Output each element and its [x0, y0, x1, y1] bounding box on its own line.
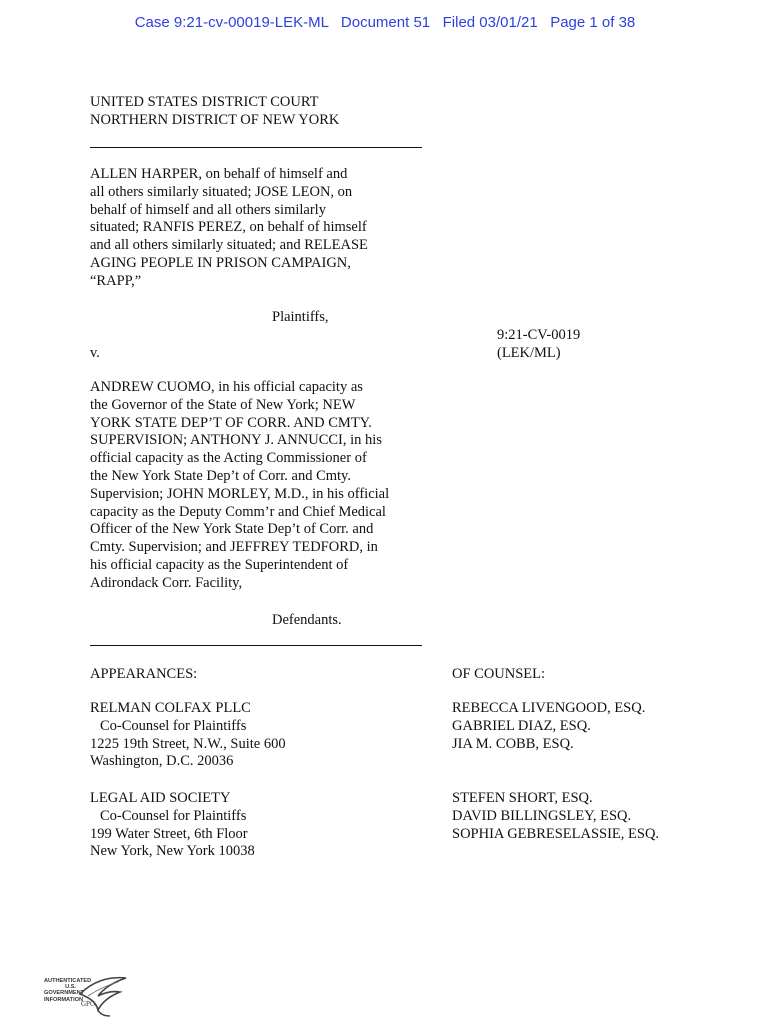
firm-address-city: Washington, D.C. 20036 [90, 753, 234, 770]
defendants-line: his official capacity as the Superintendent of [90, 556, 349, 573]
caption-rule-bottom [90, 645, 422, 646]
firm-address-street: 199 Water Street, 6th Floor [90, 825, 248, 842]
attorney-name: GABRIEL DIAZ, ESQ. [452, 717, 591, 734]
firm-relman-colfax [90, 700, 286, 771]
attorney-name: SOPHIA GEBRESELASSIE, ESQ. [452, 825, 660, 842]
seal-text: AUTHENTICATED U.S. GOVERNMENT INFORMATION [44, 978, 92, 1003]
firm-legal-aid-society [90, 790, 255, 861]
defendants-block [90, 379, 389, 593]
firm-role: Co-Counsel for Plaintiffs [100, 807, 247, 824]
gpo-authenticated-seal-icon [44, 974, 144, 1020]
defendants-label: Defendants. [272, 612, 342, 628]
defendants-line: Adirondack Corr. Facility, [90, 574, 243, 591]
plaintiffs-line: behalf of himself and all others similarly [90, 201, 326, 218]
eagle-icon [74, 974, 130, 1020]
case-judges-line: (LEK/ML) [497, 344, 561, 361]
plaintiffs-line: AGING PEOPLE IN PRISON CAMPAIGN, [90, 254, 351, 271]
attorney-name: JIA M. COBB, ESQ. [452, 735, 574, 752]
defendants-line: SUPERVISION; ANTHONY J. ANNUCCI, in his [90, 432, 382, 449]
firm-name: RELMAN COLFAX PLLC [90, 700, 251, 716]
attorney-name: STEFEN SHORT, ESQ. [452, 790, 593, 806]
plaintiffs-line: and all others similarly situated; and RELEASE [90, 237, 368, 254]
case-number-line: 9:21-CV-0019 [497, 327, 581, 343]
plaintiffs-block [90, 166, 368, 291]
defendants-line: the New York State Dep’t of Corr. and Cmty. [90, 467, 351, 484]
court-district: NORTHERN DISTRICT OF NEW YORK [90, 111, 340, 128]
appearances-heading: APPEARANCES: [90, 666, 198, 682]
plaintiffs-label: Plaintiffs, [272, 309, 329, 325]
defendants-line: official capacity as the Acting Commissioner of [90, 450, 367, 467]
defendants-line: ANDREW CUOMO, in his official capacity as [90, 379, 363, 395]
seal-abbr: GPO [81, 1000, 96, 1008]
firm-address-city: New York, New York 10038 [90, 843, 255, 860]
defendants-line: Supervision; JOHN MORLEY, M.D., in his official [90, 485, 390, 502]
defendants-line: Cmty. Supervision; and JEFFREY TEDFORD, in [90, 539, 378, 556]
versus-label: v. [90, 345, 100, 361]
attorneys-relman-colfax [452, 700, 645, 753]
plaintiffs-line: ALLEN HARPER, on behalf of himself and [90, 166, 348, 182]
defendants-line: the Governor of the State of New York; NEW [90, 396, 356, 413]
defendants-line: capacity as the Deputy Comm’r and Chief Medical [90, 503, 386, 520]
firm-role: Co-Counsel for Plaintiffs [100, 717, 247, 734]
defendants-line: YORK STATE DEP’T OF CORR. AND CMTY. [90, 414, 372, 431]
defendants-line: Officer of the New York State Dep’t of Corr. and [90, 521, 374, 538]
attorneys-legal-aid-society [452, 790, 659, 843]
case-header-stamp: Case 9:21-cv-00019-LEK-ML Document 51 Filed 03/01/21 Page 1 of 38 [134, 14, 636, 31]
plaintiffs-line: all others similarly situated; JOSE LEON, on [90, 183, 353, 200]
firm-name: LEGAL AID SOCIETY [90, 790, 231, 806]
firm-address-street: 1225 19th Street, N.W., Suite 600 [90, 735, 286, 752]
attorney-name: REBECCA LIVENGOOD, ESQ. [452, 700, 646, 716]
caption-rule-top [90, 147, 422, 148]
case-number [497, 327, 580, 363]
of-counsel-heading: OF COUNSEL: [452, 666, 546, 682]
attorney-name: DAVID BILLINGSLEY, ESQ. [452, 807, 632, 824]
court-caption [90, 94, 339, 130]
plaintiffs-line: “RAPP,” [90, 272, 142, 289]
court-name: UNITED STATES DISTRICT COURT [90, 94, 319, 110]
plaintiffs-line: situated; RANFIS PEREZ, on behalf of himself [90, 219, 367, 236]
